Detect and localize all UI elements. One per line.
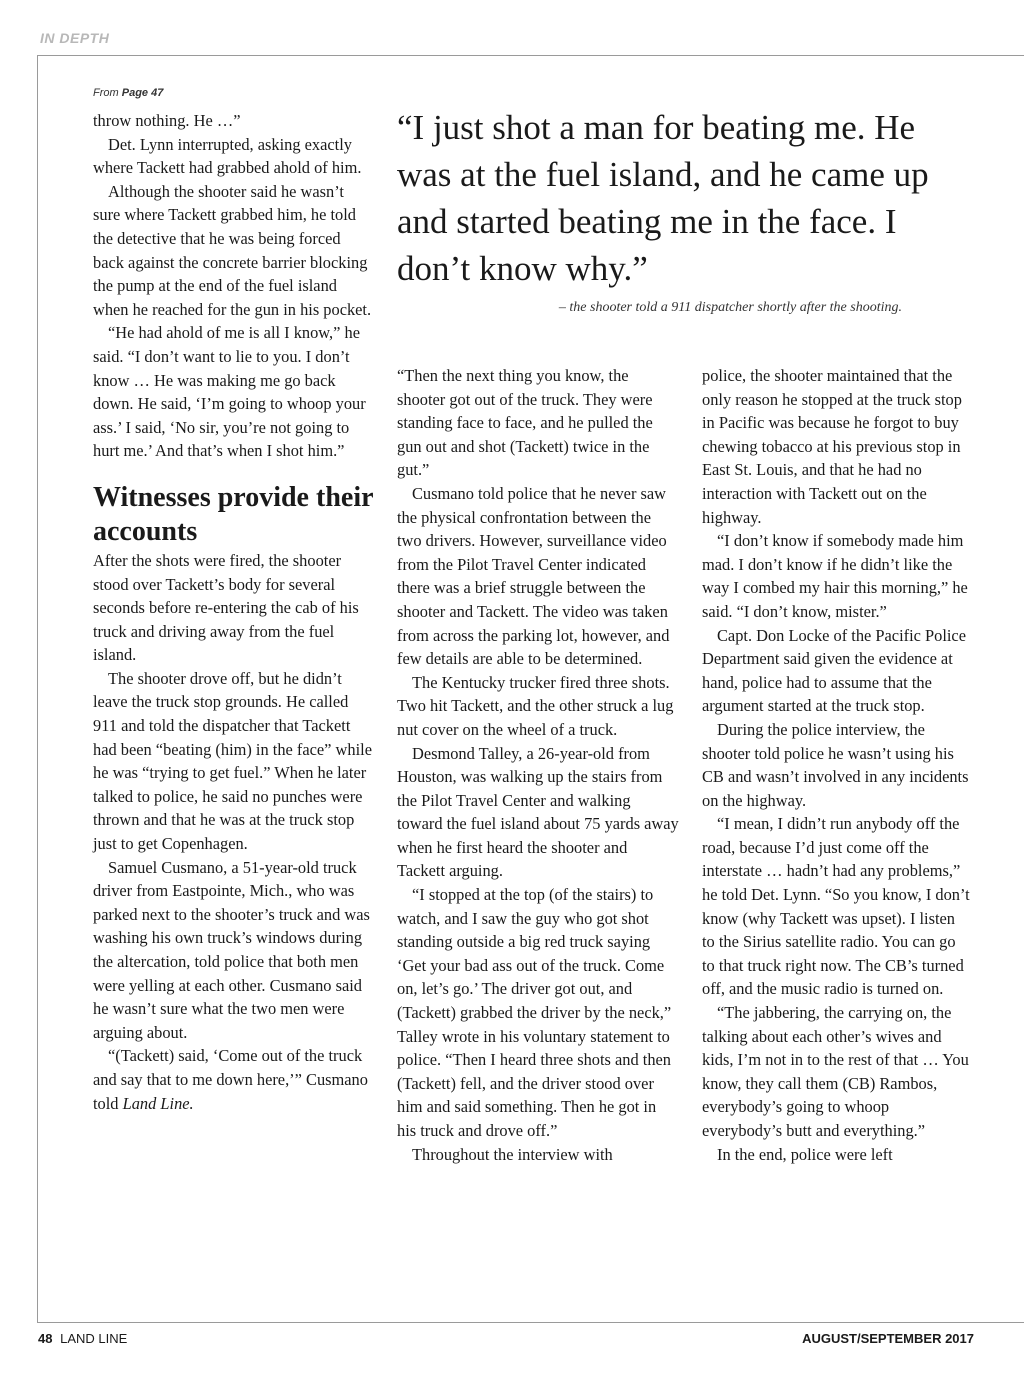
paragraph: The Kentucky trucker fired three shots. Two hit Tackett, and the other struck a lug nut cover on the wheel of a truck. (397, 672, 674, 739)
continued-prefix: From (93, 87, 119, 99)
paragraph: In the end, police were left (717, 1144, 893, 1164)
paragraph: Capt. Don Locke of the Pacific Police Department said given the evidence at hand, police had to assume that the argument started at the truck stop. (702, 625, 966, 716)
paragraph: “I stopped at the top (of the stairs) to watch, and I saw the guy who got shot standing outside a big red truck saying ‘Get your bad ass out of the truck. Come on, let’s go.’ The driver got out, and (Tackett) grabbed the driver by the neck,” Talley wrote in his voluntary statement to police. “Then I heard three shots and then (Tackett) fell, and the driver stood over him and said something. Then he got in his truck and drove off.” (397, 885, 672, 1140)
paragraph: Throughout the interview with (412, 1144, 613, 1164)
paragraph: police, the shooter maintained that the only reason he stopped at the truck stop in Pacific was because he forgot to buy chewing tobacco at his previous stop in East St. Louis, and that he had no interaction with Tackett out on the highway. (702, 366, 962, 527)
paragraph: Cusmano told police that he never saw the physical confrontation between the two drivers. However, surveillance video from the Pilot Travel Center indicated there was a brief struggle between the shooter and Tackett. The video was taken from across the parking lot, however, and few details are able to be determined. (397, 483, 670, 669)
subheading: Witnesses provide their accounts (93, 481, 374, 547)
article-column-2 (397, 364, 679, 1166)
paragraph: “I don’t know if somebody made him mad. I don’t know if he didn’t like the way I combed my hair this morning,” he said. “I don’t know, mister.” (702, 531, 968, 621)
paragraph: Det. Lynn interrupted, asking exactly where Tackett had grabbed ahold of him. (93, 134, 362, 178)
publication-name-italic: Land Line. (122, 1093, 194, 1113)
publication-name: LAND LINE (60, 1331, 128, 1346)
frame-top-rule (37, 55, 1024, 56)
paragraph: “I mean, I didn’t run anybody off the road, because I’d just come off the interstate … hadn’t had any problems,” he told Det. Lynn. “So you know, I don’t know (why Tackett was upset). I listen to the Sirius satellite radio. You can go to that truck right now. The CB’s turned off, and the music radio is turned on. (702, 814, 970, 999)
frame-bottom-rule (37, 1322, 1024, 1323)
paragraph: Although the shooter said he wasn’t sure where Tackett grabbed him, he told the detective that he was being forced back against the concrete barrier blocking the pump at the end of the fuel island when he reached for the gun in his pocket. (93, 181, 372, 319)
continued-page: Page 47 (121, 87, 164, 99)
article-column-1 (93, 109, 373, 1115)
paragraph: Samuel Cusmano, a 51-year-old truck driver from Eastpointe, Mich., who was parked next to the shooter’s truck and was washing his own truck’s windows during the altercation, told police that both men were yelling at each other. Cusmano said he wasn’t sure what the two men were arguing about. (93, 857, 370, 1042)
frame-left-rule (37, 55, 38, 1323)
paragraph: throw nothing. He …” (93, 111, 241, 130)
pull-quote-attribution: – the shooter told a 911 dispatcher shortly after the shooting. (558, 300, 902, 315)
paragraph: “He had ahold of me is all I know,” he said. “I don’t want to lie to you. I don’t know … He was making me go back down. He said, ‘I’m going to whoop your ass.’ I said, ‘No sir, you’re not going to hurt me.’ And that’s when I shot him.” (93, 323, 366, 461)
page-number: 48 (38, 1331, 53, 1346)
paragraph: During the police interview, the shooter told police he wasn’t using his CB and wasn’t involved in any incidents on the highway. (702, 719, 969, 810)
footer-folio (38, 1331, 127, 1346)
section-tag: IN DEPTH (40, 30, 110, 46)
paragraph (93, 1044, 373, 1115)
paragraph: “The jabbering, the carrying on, the talking about each other’s wives and kids, I’m not in to the rest of that … You know, they call them (CB) Rambos, everybody’s going to whoop everybody’s butt and everything.” (702, 1003, 969, 1140)
paragraph: “Then the next thing you know, the shooter got out of the truck. They were standing face to face, and he pulled the gun out and shot (Tackett) twice in the gut.” (397, 366, 653, 480)
continued-from (93, 87, 163, 99)
issue-date: AUGUST/SEPTEMBER 2017 (802, 1331, 974, 1346)
paragraph: After the shots were fired, the shooter stood over Tackett’s body for several seconds before re-entering the cab of his truck and driving away from the fuel island. (93, 550, 359, 665)
pull-quote: “I just shot a man for beating me. He was at the fuel island, and he came up and started beating me in the face. I don’t know why.” (397, 108, 929, 288)
paragraph: Desmond Talley, a 26-year-old from Houston, was walking up the stairs from the Pilot Travel Center and walking toward the fuel island about 75 yards away when he first heard the shooter and Tackett arguing. (397, 743, 679, 881)
article-column-3 (702, 364, 970, 1166)
paragraph-text: “(Tackett) said, ‘Come out of the truck and say that to me down here,’” Cusmano told (93, 1046, 368, 1113)
paragraph: The shooter drove off, but he didn’t leave the truck stop grounds. He called 911 and told the dispatcher that Tackett had been “beating (him) in the face” while he was “trying to get fuel.” When he later talked to police, he said no punches were thrown and that he was at the truck stop just to get Copenhagen. (93, 668, 372, 854)
